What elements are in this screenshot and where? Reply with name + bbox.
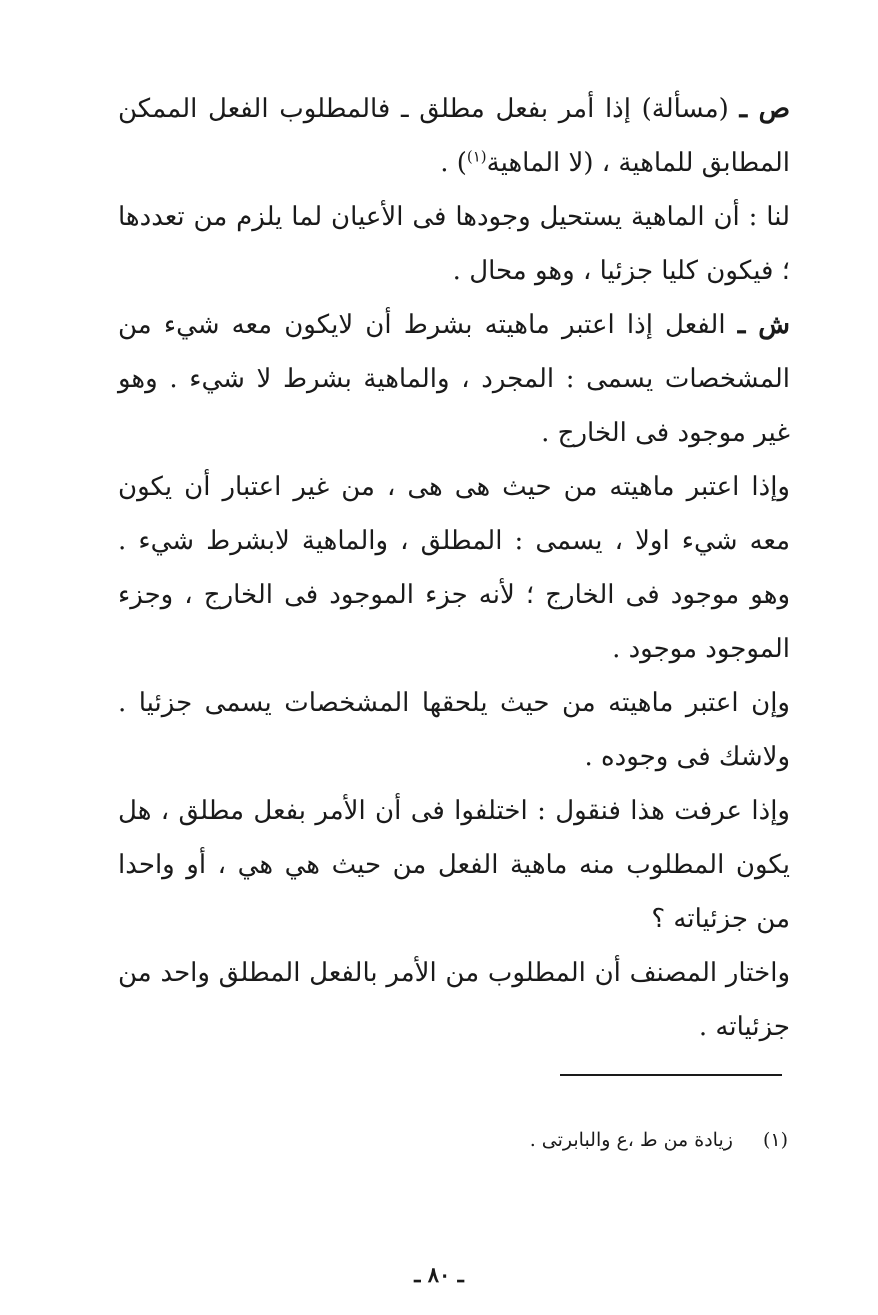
paragraph-2: [118, 190, 790, 298]
footnote-reference[interactable]: (١): [466, 147, 487, 166]
paragraph-3-text: الفعل إذا اعتبر ماهيته بشرط أن لايكون معه شيء من المشخصات يسمى : المجرد ، والماهية بشرط لا شيء . وهو غير موجود فى الخارج .: [118, 310, 790, 448]
footnote-divider: [560, 1074, 782, 1076]
paragraph-1-tail: ) .: [440, 148, 467, 178]
paragraph-2-text: لنا : أن الماهية يستحيل وجودها فى الأعيان لما يلزم من تعددها ؛ فيكون كليا جزئيا ، وهو محال .: [118, 202, 790, 286]
paragraph-4-text: وإذا اعتبر ماهيته من حيث هى هى ، من غير اعتبار أن يكون معه شيء اولا ، يسمى : المطلق ، والماهية لابشرط شيء . وهو موجود فى الخارج ؛ لأنه جزء الموجود فى الخارج ، وجزء الموجود موجود .: [118, 472, 790, 664]
paragraph-7: [118, 946, 790, 1054]
paragraph-1-text: (مسألة) إذا أمر بفعل مطلق ـ فالمطلوب الفعل الممكن المطابق للماهية ، (لا الماهية: [118, 94, 790, 178]
page-number: ـ ٨٠ ـ: [414, 1262, 464, 1287]
paragraph-5-text: وإن اعتبر ماهيته من حيث يلحقها المشخصات يسمى جزئيا . ولاشك فى وجوده .: [118, 688, 790, 772]
section-marker-sad: ص ـ: [739, 94, 790, 124]
section-marker-shin: ش ـ: [737, 310, 790, 340]
paragraph-7-text: واختار المصنف أن المطلوب من الأمر بالفعل المطلق واحد من جزئياته .: [118, 958, 790, 1042]
paragraph-3: [118, 298, 790, 460]
paragraph-6-text: وإذا عرفت هذا فنقول : اختلفوا فى أن الأمر بفعل مطلق ، هل يكون المطلوب منه ماهية الفعل من حيث هي هي ، أو واحدا من جزئياته ؟: [118, 796, 790, 934]
paragraph-6: [118, 784, 790, 946]
paragraph-1: [118, 82, 790, 190]
footnote-number: (١): [762, 1129, 788, 1151]
footnote-text: زيادة من ط ،ع والبابرتى .: [529, 1129, 733, 1151]
paragraph-5: [118, 676, 790, 784]
footnote: [300, 1122, 788, 1158]
paragraph-4: [118, 460, 790, 676]
